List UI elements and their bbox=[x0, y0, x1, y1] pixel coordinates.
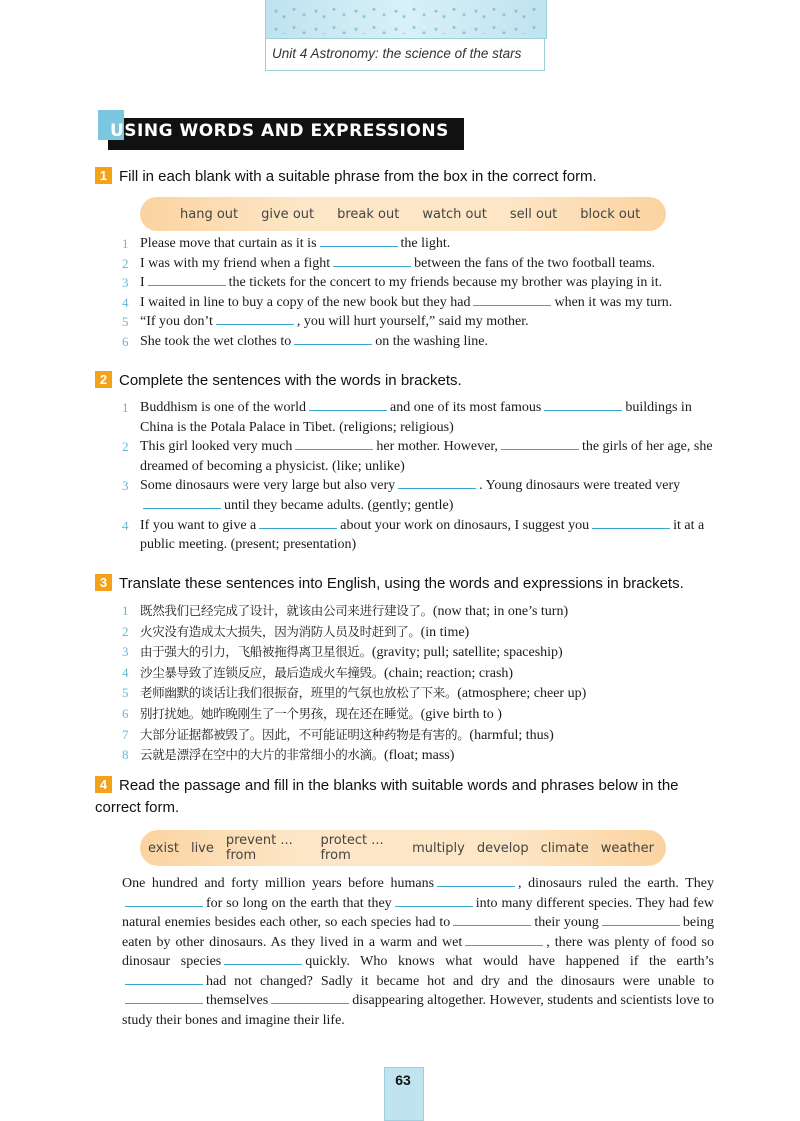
answer-blank[interactable] bbox=[271, 991, 349, 1004]
answer-blank[interactable] bbox=[216, 312, 294, 325]
list-item: 5 “If you don’t , you will hurt yourself,” said my mother. bbox=[122, 314, 529, 330]
list-item: 1 Buddhism is one of the world and one of its most famous buildings in China is the Potala Palace in Tibet. (religions; religious) bbox=[122, 400, 692, 435]
word-option: prevent ... from bbox=[225, 833, 293, 863]
list-item: 3 由于强大的引力，飞船被拖得离卫星很近。(gravity; pull; satellite; spaceship) bbox=[122, 644, 563, 661]
answer-blank[interactable] bbox=[295, 437, 373, 450]
word-option: block out bbox=[580, 206, 641, 222]
word-option: exist bbox=[148, 840, 179, 856]
word-box-1 bbox=[140, 197, 666, 231]
answer-blank[interactable] bbox=[224, 952, 302, 965]
list-item: 8 云就是漂浮在空中的大片的非常细小的水滴。(float; mass) bbox=[122, 747, 455, 764]
list-item: 6 She took the wet clothes to on the washing line. bbox=[122, 333, 489, 349]
list-item: 2 火灾没有造成太大损失，因为消防人员及时赶到了。(in time) bbox=[122, 623, 470, 640]
list-item: 1 Please move that curtain as it is the light. bbox=[122, 236, 451, 251]
exercise-1-heading bbox=[95, 166, 720, 188]
answer-blank[interactable] bbox=[501, 437, 579, 450]
list-item: 4 沙尘暴导致了连锁反应，最后造成火车撞毁。(chain; reaction; crash) bbox=[122, 664, 514, 681]
list-item: 4 If you want to give a about your work on dinosaurs, I suggest you it at a public meeting. (present; presentation) bbox=[122, 517, 705, 553]
answer-blank[interactable] bbox=[294, 332, 372, 345]
exercise-1-items bbox=[122, 234, 714, 352]
answer-blank[interactable] bbox=[125, 991, 203, 1004]
exercise-number: 4 bbox=[95, 776, 112, 793]
answer-blank[interactable] bbox=[320, 234, 398, 247]
answer-blank[interactable] bbox=[333, 254, 411, 267]
word-box-4 bbox=[140, 830, 666, 866]
exercise-instruction: Fill in each blank with a suitable phrase from the box in the correct form. bbox=[119, 168, 597, 185]
word-option: hang out bbox=[180, 206, 239, 222]
answer-blank[interactable] bbox=[309, 398, 387, 411]
list-item: 2 I was with my friend when a fight between the fans of the two football teams. bbox=[122, 255, 656, 271]
unit-title: Unit 4 Astronomy: the science of the stars bbox=[272, 46, 522, 61]
exercise-instruction: Translate these sentences into English, using the words and expressions in brackets. bbox=[119, 575, 684, 592]
exercise-4-heading bbox=[95, 775, 720, 819]
word-option: develop bbox=[476, 840, 529, 856]
exercise-2-items bbox=[122, 398, 714, 555]
list-item: 4 I waited in line to buy a copy of the new book but they had when it was my turn. bbox=[122, 294, 673, 310]
list-item: 1 既然我们已经完成了设计，就该由公司来进行建设了。(now that; in one’s turn) bbox=[122, 603, 569, 619]
word-option: give out bbox=[261, 206, 315, 222]
reading-passage: One hundred and forty million years before humans , dinosaurs ruled the earth. Theyfor so long on the earth that they into many different species. They had few natural enemies besides each other, so each species had to their young being eaten by other dinosaurs. As they lived in a warm and wet , there was plenty of food so dinosaur species quickly. Who knows what would have happened if the earth’shad not changed? Sadly it became hot and dry and the dinosaurs were unable tothemselves disappearing altogether. However, students and scientists love to study their bones and imagine their life. bbox=[122, 876, 715, 1028]
answer-blank[interactable] bbox=[259, 516, 337, 529]
answer-blank[interactable] bbox=[453, 913, 531, 926]
answer-blank[interactable] bbox=[465, 933, 543, 946]
exercise-2-heading bbox=[95, 370, 720, 392]
word-option: live bbox=[190, 840, 214, 856]
exercise-number: 1 bbox=[95, 167, 112, 184]
answer-blank[interactable] bbox=[125, 894, 203, 907]
word-option: multiply bbox=[412, 840, 465, 856]
list-item: 2 This girl looked very much her mother. However, the girls of her age, she dreamed of becoming a physicist. (like; unlike) bbox=[122, 439, 713, 474]
exercise-instruction: Complete the sentences with the words in brackets. bbox=[119, 372, 462, 389]
answer-blank[interactable] bbox=[125, 972, 203, 985]
section-title: USING WORDS AND EXPRESSIONS bbox=[110, 121, 449, 141]
exercise-instruction: Read the passage and fill in the blanks with suitable words and phrases below in the correct form. bbox=[95, 777, 679, 816]
exercise-number: 2 bbox=[95, 371, 112, 388]
list-item: 3 I the tickets for the concert to my friends because my brother was playing in it. bbox=[122, 275, 663, 291]
exercise-3-heading bbox=[95, 573, 720, 595]
word-option: sell out bbox=[509, 206, 558, 222]
answer-blank[interactable] bbox=[602, 913, 680, 926]
list-item: 7 大部分证据都被毁了。因此，不可能证明这种药物是有害的。(harmful; thus) bbox=[122, 726, 554, 743]
word-option: climate bbox=[540, 840, 589, 856]
list-item: 3 Some dinosaurs were very large but also very . Young dinosaurs were treated veryuntil they became adults. (gently; gentle) bbox=[122, 478, 681, 513]
header-decoration bbox=[265, 0, 547, 39]
answer-blank[interactable] bbox=[544, 398, 622, 411]
word-option: weather bbox=[600, 840, 654, 856]
list-item: 5 老师幽默的谈话让我们很振奋，班里的气氛也放松了下来。(atmosphere; cheer up) bbox=[122, 685, 587, 702]
answer-blank[interactable] bbox=[143, 496, 221, 509]
exercise-3-items bbox=[122, 601, 714, 766]
answer-blank[interactable] bbox=[395, 894, 473, 907]
answer-blank[interactable] bbox=[398, 476, 476, 489]
word-option: break out bbox=[337, 206, 400, 222]
answer-blank[interactable] bbox=[437, 874, 515, 887]
word-option: watch out bbox=[422, 206, 487, 222]
answer-blank[interactable] bbox=[592, 516, 670, 529]
answer-blank[interactable] bbox=[473, 293, 551, 306]
exercise-number: 3 bbox=[95, 574, 112, 591]
list-item: 6 别打扰她。她昨晚刚生了一个男孩，现在还在睡觉。(give birth to ) bbox=[122, 705, 502, 722]
answer-blank[interactable] bbox=[148, 273, 226, 286]
page-number: 63 bbox=[395, 1072, 411, 1088]
word-option: protect ... from bbox=[320, 833, 384, 863]
